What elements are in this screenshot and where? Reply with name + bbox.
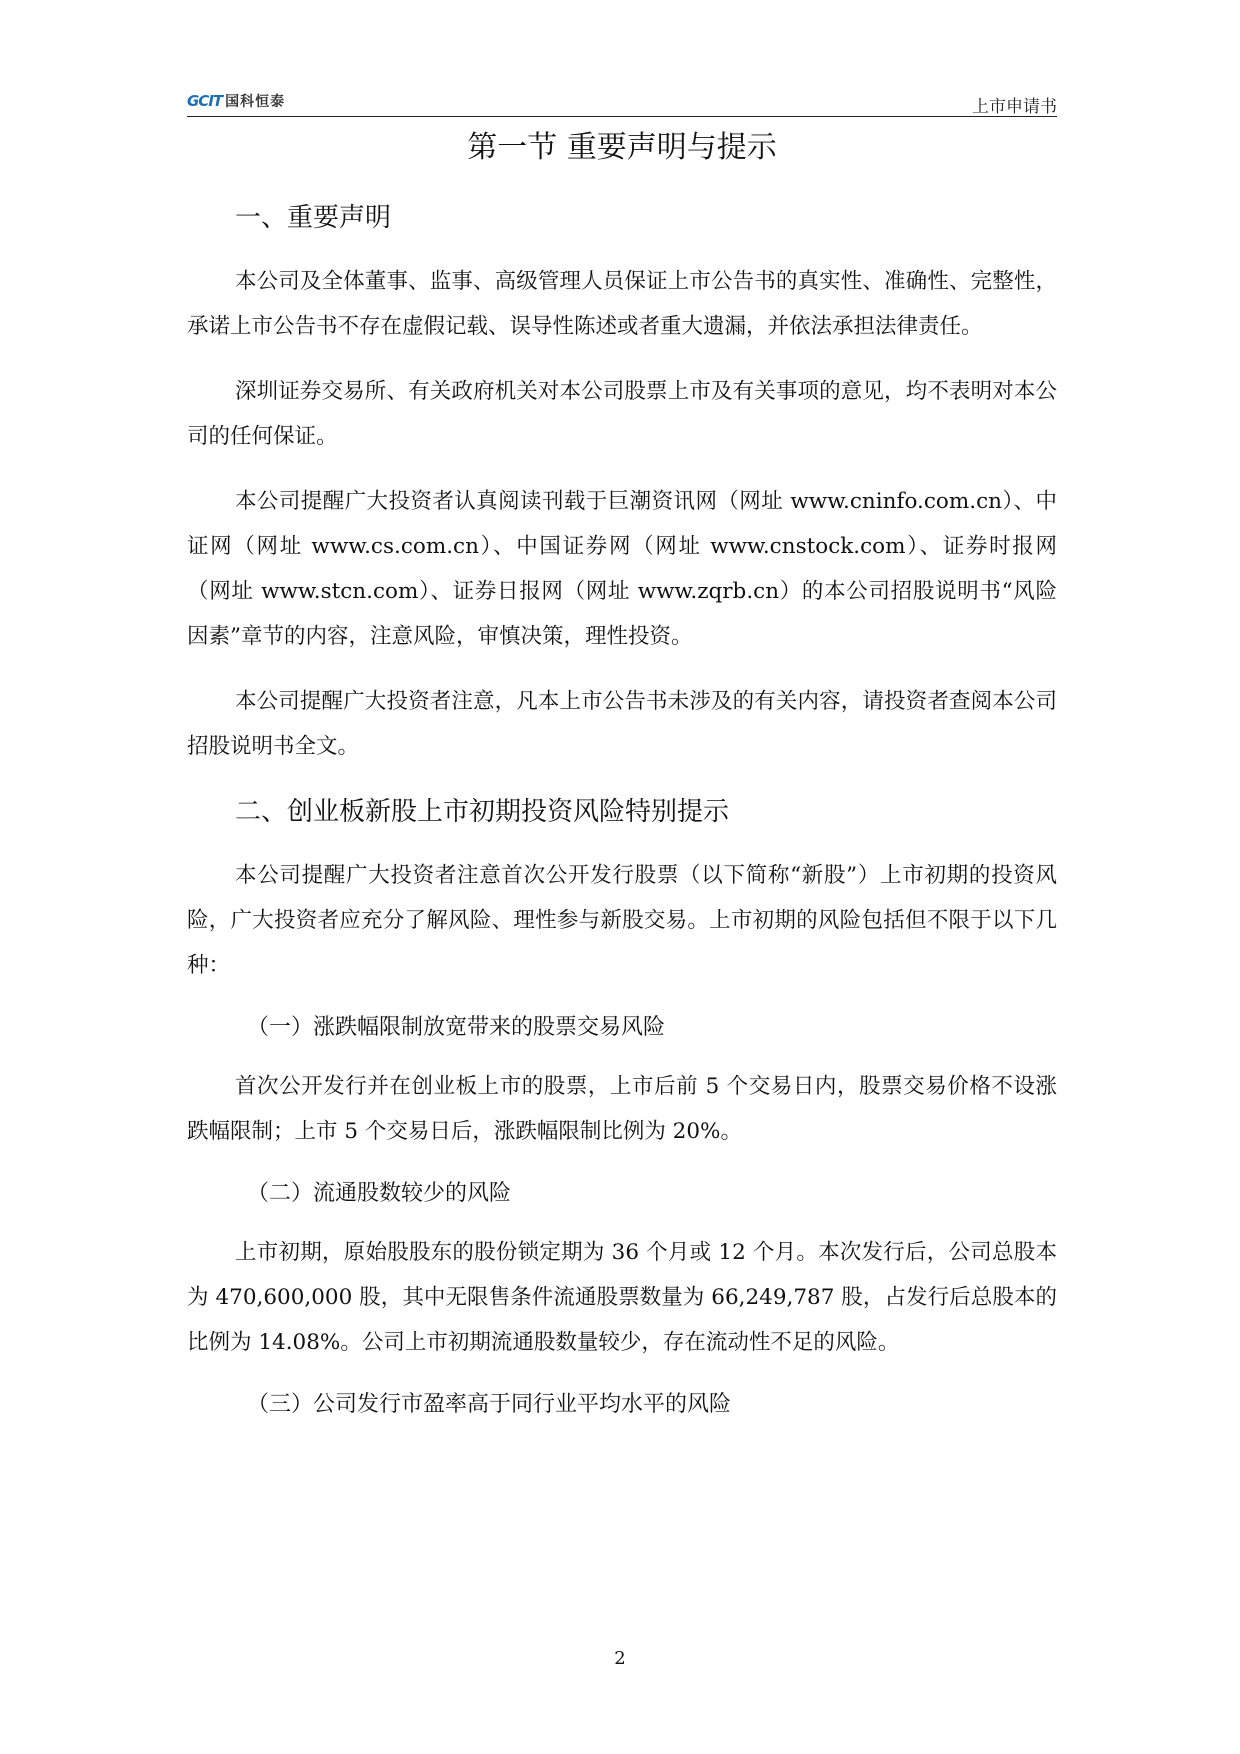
section1-paragraph-4: 本公司提醒广大投资者注意，凡本上市公告书未涉及的有关内容，请投资者查阅本公司招股说明书全文。 — [187, 689, 1057, 759]
document-type: 上市申请书 — [972, 97, 1057, 117]
company-logo — [187, 90, 285, 112]
subsection-2-text: 上市初期，原始股股东的股份锁定期为 36 个月或 12 个月。本次发行后，公司总股本为 470,600,000 股，其中无限售条件流通股票数量为 66,249,787 股，占发行后总股本的比例为 14.08%。公司上市初期流通股数量较少，存在流动性不足的风险。 — [187, 1240, 1057, 1355]
page-header — [187, 88, 1057, 117]
subsection-3-heading: （三）公司发行市盈率高于同行业平均水平的风险 — [247, 1392, 732, 1417]
logo-name: 国科恒泰 — [225, 94, 286, 110]
section1-paragraph-3: 本公司提醒广大投资者认真阅读刊载于巨潮资讯网（网址 www.cninfo.com.cn）、中证网（网址 www.cs.com.cn）、中国证券网（网址 www.cnstock.com）、证券时报网（网址 www.stcn.com）、证券日报网（网址 www.zqrb.cn）的本公司招股说明书“风险因素”章节的内容，注意风险，审慎决策，理性投资。 — [187, 489, 1057, 649]
subsection-1-text: 首次公开发行并在创业板上市的股票，上市后前 5 个交易日内，股票交易价格不设涨跌幅限制；上市 5 个交易日后，涨跌幅限制比例为 20%。 — [187, 1074, 1057, 1144]
section1-heading: 一、重要声明 — [235, 203, 392, 233]
subsection-2-heading: （二）流通股数较少的风险 — [247, 1181, 512, 1206]
logo-mark: GCIT — [187, 92, 223, 110]
section1-paragraph-2: 深圳证券交易所、有关政府机关对本公司股票上市及有关事项的意见，均不表明对本公司的任何保证。 — [187, 379, 1057, 449]
section2-intro: 本公司提醒广大投资者注意首次公开发行股票（以下简称“新股”）上市初期的投资风险，广大投资者应充分了解风险、理性参与新股交易。上市初期的风险包括但不限于以下几种： — [187, 863, 1057, 978]
subsection-1-heading: （一）涨跌幅限制放宽带来的股票交易风险 — [247, 1015, 666, 1040]
document-body — [187, 195, 1057, 1441]
section2-heading: 二、创业板新股上市初期投资风险特别提示 — [235, 797, 730, 827]
section1-paragraph-1: 本公司及全体董事、监事、高级管理人员保证上市公告书的真实性、准确性、完整性，承诺上市公告书不存在虚假记载、误导性陈述或者重大遗漏，并依法承担法律责任。 — [187, 269, 1057, 339]
page-number: 2 — [614, 1648, 626, 1669]
page-title: 第一节 重要声明与提示 — [467, 130, 777, 165]
